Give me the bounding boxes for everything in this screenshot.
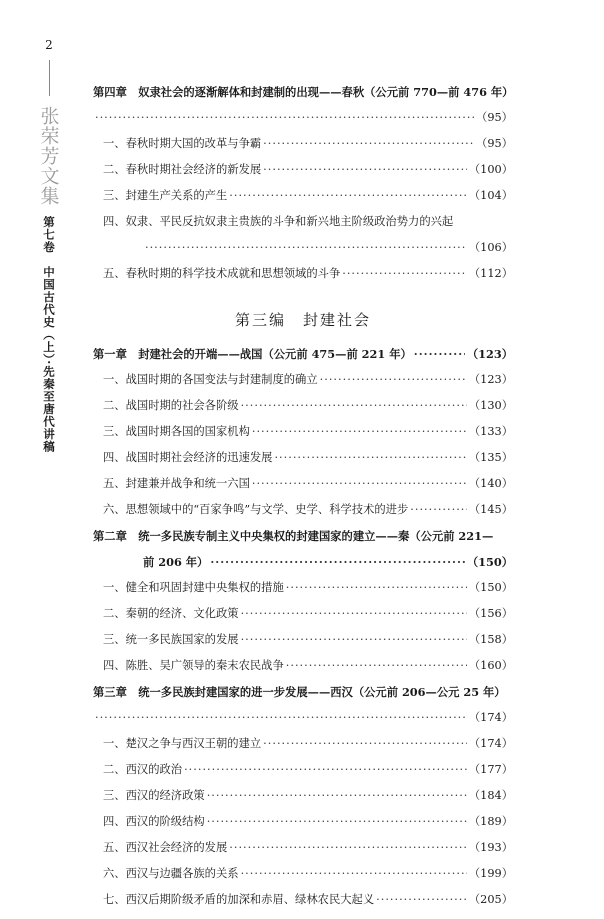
dot-leader: [207, 815, 467, 829]
toc-chapter-page-line[interactable]: [93, 711, 513, 725]
dot-leader: [286, 659, 467, 673]
dot-leader: [241, 633, 467, 647]
toc-page-number: （106）: [468, 241, 513, 254]
toc-section[interactable]: 三、封建生产关系的产生 ····· （104）: [93, 189, 513, 203]
toc-chapter-continuation[interactable]: 前 206 年） ····· （150）: [93, 555, 513, 569]
toc-section[interactable]: 二、西汉的政治 ····· （177）: [93, 763, 513, 777]
toc-section[interactable]: 六、西汉与边疆各族的关系 ····· （199）: [93, 867, 513, 881]
dot-leader: [263, 737, 467, 751]
toc-page-number: （100）: [468, 163, 513, 176]
toc-section[interactable]: 一、健全和巩固封建中央集权的措施 ····· （150）: [93, 581, 513, 595]
toc-page-number: （174）: [468, 737, 513, 750]
toc-section[interactable]: 五、西汉社会经济的发展 ····· （193）: [93, 841, 513, 855]
toc-chapter-page-line[interactable]: [93, 111, 513, 125]
toc-page-number: （158）: [468, 633, 513, 646]
toc-page-number: （112）: [468, 267, 513, 280]
toc-page-number: （199）: [468, 867, 513, 880]
toc-page-number: （184）: [468, 789, 513, 802]
dot-leader: [274, 451, 466, 465]
dot-leader: [184, 763, 467, 777]
running-header: [34, 38, 64, 452]
dot-leader: [210, 555, 464, 569]
toc-page-number: （193）: [468, 841, 513, 854]
toc-section[interactable]: 二、春秋时期社会经济的新发展 ····· （100）: [93, 163, 513, 177]
dot-leader: [414, 347, 465, 361]
part-title[interactable]: 第三编 封建社会: [234, 311, 371, 329]
toc-page-number: （123）: [468, 373, 513, 386]
dot-leader: [145, 241, 467, 255]
dot-leader: [207, 789, 467, 803]
dot-leader: [241, 607, 467, 621]
series-title: 张荣芳文集: [37, 106, 60, 206]
dot-leader: [263, 137, 474, 151]
toc-page-number: （130）: [468, 399, 513, 412]
toc-section[interactable]: 三、西汉的经济政策 ····· （184）: [93, 789, 513, 803]
toc-page-number: （150）: [468, 581, 513, 594]
dot-leader: [95, 711, 467, 725]
toc-page-number: （95）: [476, 137, 513, 150]
toc-page-number: （140）: [468, 477, 513, 490]
toc-section[interactable]: 五、春秋时期的科学技术成就和思想领域的斗争 ····· （112）: [93, 267, 513, 281]
dot-leader: [229, 841, 467, 855]
table-of-contents: [93, 85, 513, 919]
toc-chapter-heading[interactable]: 第二章 统一多民族专制主义中央集权的封建国家的建立——秦（公元前 221—: [93, 529, 494, 543]
dot-leader: [241, 399, 467, 413]
toc-chapter-heading[interactable]: 第四章 奴隶社会的逐渐解体和封建制的出现——春秋（公元前 770—前 476 年）: [93, 85, 514, 99]
toc-section[interactable]: 四、陈胜、吴广领导的秦末农民战争 ····· （160）: [93, 659, 513, 673]
toc-page-number: （145）: [468, 503, 513, 516]
toc-section[interactable]: 四、西汉的阶级结构 ····· （189）: [93, 815, 513, 829]
toc-section[interactable]: 六、思想领域中的“百家争鸣”与文学、史学、科学技术的进步 ····· （145）: [93, 503, 513, 517]
dot-leader: [252, 477, 467, 491]
dot-leader: [263, 163, 467, 177]
dot-leader: [286, 581, 467, 595]
margin-rule: [49, 60, 50, 96]
toc-section[interactable]: 二、战国时期的社会各阶级 ····· （130）: [93, 399, 513, 413]
dot-leader: [410, 503, 467, 517]
toc-page-number: （95）: [476, 111, 513, 124]
dot-leader: [320, 373, 467, 387]
toc-page-number: （104）: [468, 189, 513, 202]
dot-leader: [95, 111, 474, 125]
toc-chapter-heading[interactable]: 第一章 封建社会的开端——战国（公元前 475—前 221 年） ····· （123）: [93, 347, 513, 361]
toc-section[interactable]: 一、楚汉之争与西汉王朝的建立 ····· （174）: [93, 737, 513, 751]
toc-page-number: （123）: [466, 347, 513, 361]
toc-section[interactable]: 一、战国时期的各国变法与封建制度的确立 ····· （123）: [93, 373, 513, 387]
toc-page-number: （135）: [468, 451, 513, 464]
toc-page-number: （174）: [468, 711, 513, 724]
toc-section[interactable]: 四、战国时期社会经济的迅速发展 ····· （135）: [93, 451, 513, 465]
page-number: 2: [45, 38, 53, 52]
volume-label: 第七卷: [42, 216, 56, 254]
toc-page-number: （150）: [466, 555, 513, 569]
dot-leader: [376, 893, 467, 907]
toc-page-number: （133）: [468, 425, 513, 438]
dot-leader: [241, 867, 467, 881]
dot-leader: [252, 425, 467, 439]
dot-leader: [229, 189, 467, 203]
toc-section[interactable]: 四、奴隶、平民反抗奴隶主贵族的斗争和新兴地主阶级政治势力的兴起: [103, 215, 454, 228]
volume-subtitle: 中国古代史（上）·先秦至唐代讲稿: [42, 265, 56, 453]
toc-section[interactable]: 七、西汉后期阶级矛盾的加深和赤眉、绿林农民大起义 ····· （205）: [93, 893, 513, 907]
toc-page-number: （156）: [468, 607, 513, 620]
toc-chapter-heading[interactable]: 第三章 统一多民族封建国家的进一步发展——西汉（公元前 206—公元 25 年）: [93, 685, 506, 699]
toc-page-number: （205）: [468, 893, 513, 906]
toc-section[interactable]: 一、春秋时期大国的改革与争霸 ····· （95）: [93, 137, 513, 151]
dot-leader: [342, 267, 467, 281]
toc-section[interactable]: 三、战国时期各国的国家机构 ····· （133）: [93, 425, 513, 439]
toc-section[interactable]: 三、统一多民族国家的发展 ····· （158）: [93, 633, 513, 647]
toc-page-number: （177）: [468, 763, 513, 776]
toc-page-number: （189）: [468, 815, 513, 828]
toc-section[interactable]: 五、封建兼并战争和统一六国 ····· （140）: [93, 477, 513, 491]
toc-section-continuation[interactable]: [93, 241, 513, 255]
toc-section[interactable]: 二、秦朝的经济、文化政策 ····· （156）: [93, 607, 513, 621]
toc-page-number: （160）: [468, 659, 513, 672]
